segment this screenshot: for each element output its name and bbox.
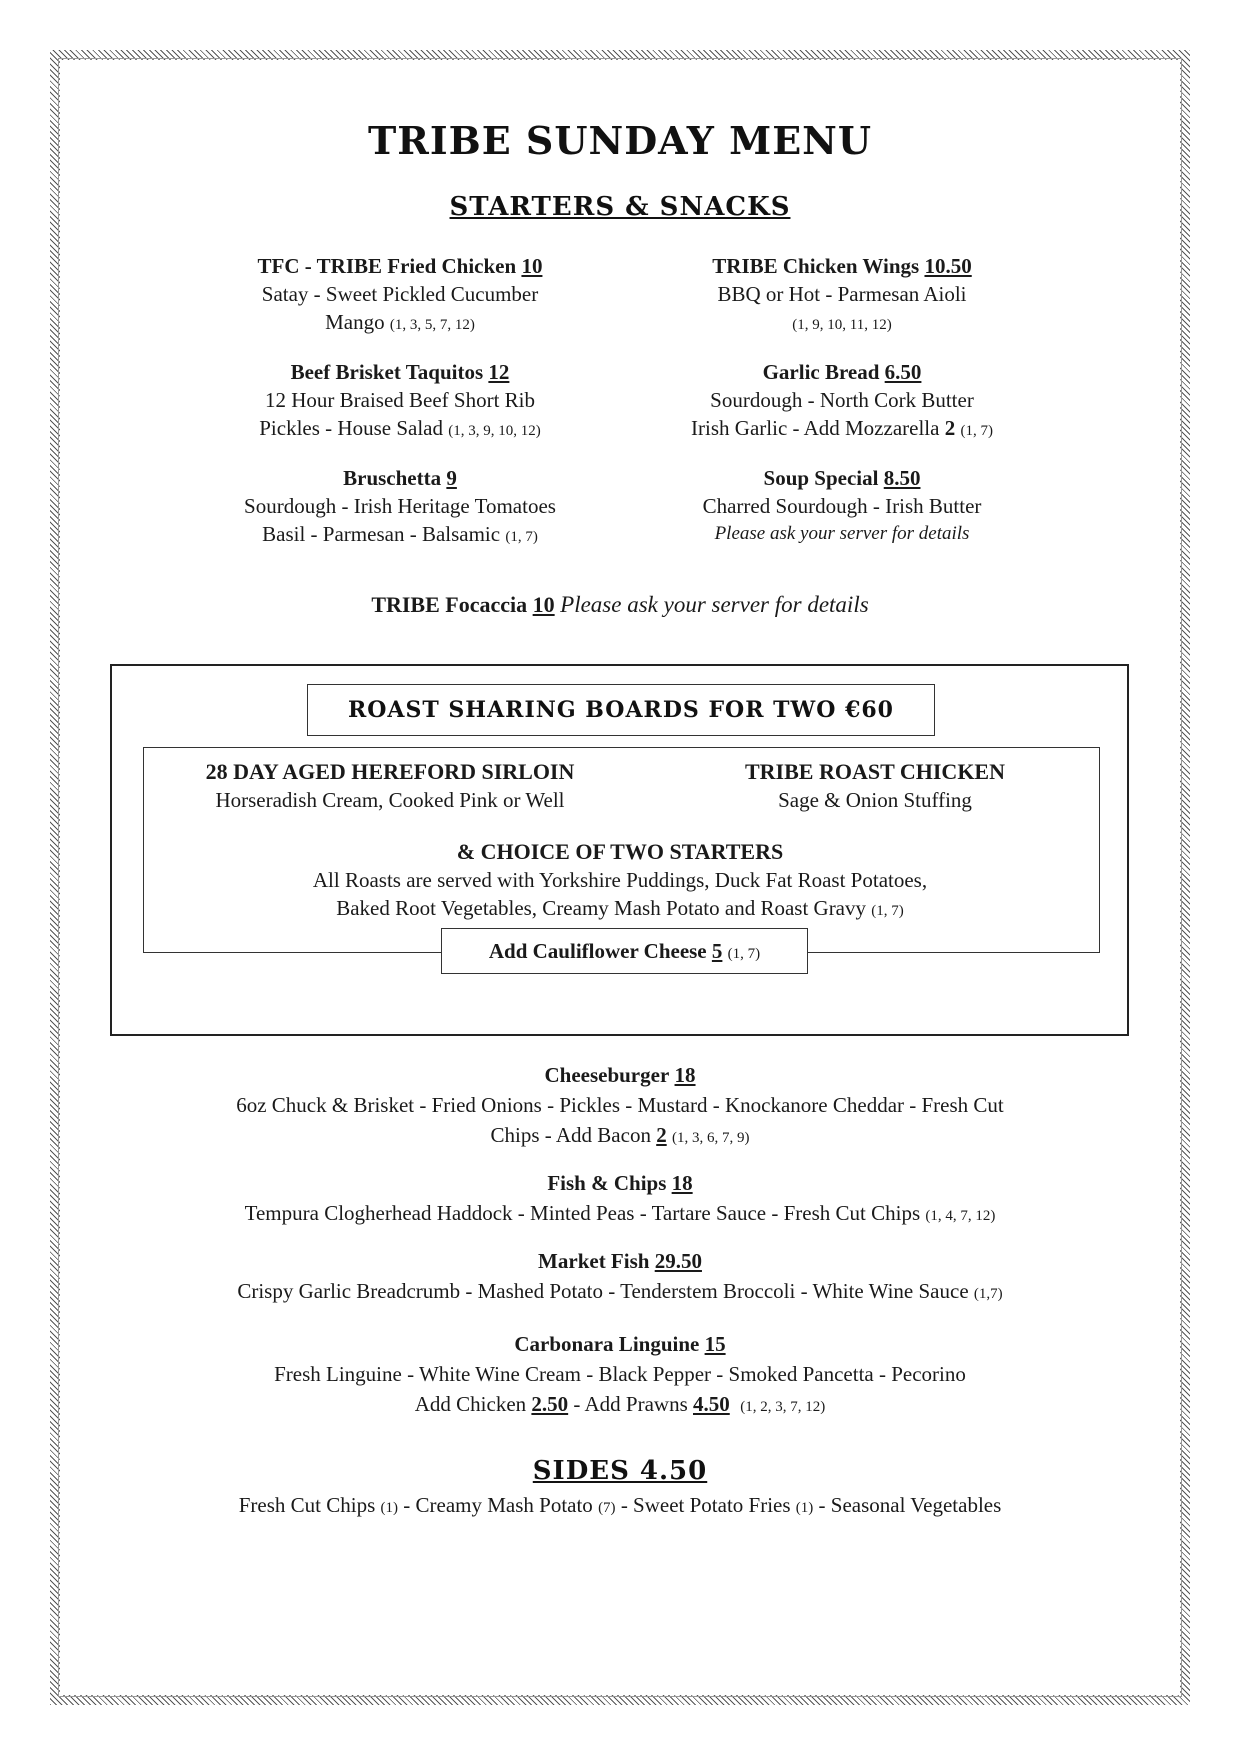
item-price: 10	[532, 592, 555, 617]
item-desc: 6oz Chuck & Brisket - Fried Onions - Pickles - Mustard - Knockanore Cheddar - Fresh Cut	[236, 1093, 1004, 1117]
item-name: TFC - TRIBE Fried Chicken	[257, 254, 517, 278]
item-desc: Charred Sourdough - Irish Butter	[702, 494, 982, 518]
item-name: Bruschetta	[343, 466, 442, 490]
item-note: Please ask your server for details	[560, 592, 869, 617]
item-price: 9	[446, 466, 457, 490]
item-price: 18	[671, 1171, 693, 1195]
board-option-chicken	[645, 758, 1105, 814]
item-desc: Fresh Linguine - White Wine Cream - Black Pepper - Smoked Pancetta - Pecorino	[274, 1362, 966, 1386]
side-item: Fresh Cut Chips	[238, 1493, 376, 1517]
item-desc: Add Chicken	[414, 1392, 527, 1416]
side-item: - Sweet Potato Fries	[620, 1493, 791, 1517]
menu-item-taquitos	[170, 358, 630, 445]
item-desc: Mango	[325, 310, 385, 334]
item-price: 18	[674, 1063, 696, 1087]
item-name: Beef Brisket Taquitos	[290, 360, 484, 384]
item-desc: Basil - Parmesan - Balsamic	[262, 522, 501, 546]
option-name: TRIBE ROAST CHICKEN	[745, 759, 1005, 784]
item-price: 29.50	[654, 1249, 702, 1273]
allergens: (1, 3, 9, 10, 12)	[448, 423, 541, 439]
item-name: Soup Special	[763, 466, 879, 490]
item-name: TRIBE Focaccia	[371, 592, 528, 617]
item-desc: Chips - Add Bacon	[490, 1123, 651, 1147]
item-desc: Tempura Clogherhead Haddock - Minted Peas - Tartare Sauce - Fresh Cut Chips	[244, 1201, 921, 1225]
item-price: 12	[488, 360, 510, 384]
option-name: 28 DAY AGED HEREFORD SIRLOIN	[205, 759, 575, 784]
board-option-sirloin	[160, 758, 620, 814]
allergens: (1, 7)	[727, 946, 761, 962]
allergens: (1,7)	[973, 1286, 1003, 1302]
board-served-line: Baked Root Vegetables, Creamy Mash Potato and Roast Gravy	[336, 896, 867, 920]
item-price: 15	[704, 1332, 726, 1356]
allergens: (1, 3, 5, 7, 12)	[389, 317, 475, 333]
allergens: (1)	[795, 1500, 814, 1516]
allergens: (1, 9, 10, 11, 12)	[792, 317, 892, 333]
allergens: (1)	[380, 1500, 398, 1516]
menu-item-bruschetta	[170, 464, 630, 551]
board-choice: & CHOICE OF TWO STARTERS	[456, 839, 784, 864]
item-name: Garlic Bread	[762, 360, 880, 384]
option-desc: Sage & Onion Stuffing	[778, 788, 972, 812]
menu-item-market-fish	[150, 1246, 1090, 1309]
board-details	[150, 838, 1090, 925]
item-desc: Satay - Sweet Pickled Cucumber	[261, 282, 539, 306]
board-served-line: All Roasts are served with Yorkshire Puddings, Duck Fat Roast Potatoes,	[312, 868, 928, 892]
menu-item-garlic-bread	[612, 358, 1072, 445]
item-price: 8.50	[883, 466, 921, 490]
option-desc: Horseradish Cream, Cooked Pink or Well	[215, 788, 565, 812]
menu-item-focaccia	[0, 592, 1240, 618]
side-item: - Creamy Mash Potato	[403, 1493, 593, 1517]
starters-heading: STARTERS & SNACKS	[449, 192, 791, 222]
item-desc: - Add Prawns	[573, 1392, 688, 1416]
side-item: - Seasonal Vegetables	[818, 1493, 1002, 1517]
menu-item-tfc	[170, 252, 630, 339]
item-name: Carbonara Linguine	[514, 1332, 700, 1356]
allergens: (1, 3, 6, 7, 9)	[671, 1130, 750, 1146]
allergens: (1, 7)	[871, 903, 904, 919]
allergens: (1, 4, 7, 12)	[925, 1208, 996, 1224]
item-desc: Sourdough - North Cork Butter	[710, 388, 974, 412]
item-price: 6.50	[884, 360, 922, 384]
menu-item-wings	[612, 252, 1072, 339]
item-name: Cheeseburger	[544, 1063, 670, 1087]
item-desc: Crispy Garlic Breadcrumb - Mashed Potato - Tenderstem Broccoli - White Wine Sauce	[237, 1279, 969, 1303]
item-name: Market Fish	[538, 1249, 650, 1273]
item-desc: Pickles - House Salad	[259, 416, 443, 440]
item-desc: Sourdough - Irish Heritage Tomatoes	[244, 494, 556, 518]
addon-price: 5	[711, 939, 723, 963]
item-name: TRIBE Chicken Wings	[712, 254, 920, 278]
addon-name: Add Cauliflower Cheese	[488, 939, 707, 963]
allergens: (1, 2, 3, 7, 12)	[740, 1399, 826, 1415]
roast-boards-title: ROAST SHARING BOARDS FOR TWO €60	[307, 684, 935, 736]
allergens: (1, 7)	[960, 423, 993, 439]
sides-heading: SIDES 4.50	[532, 1456, 708, 1486]
extra-price: 4.50	[693, 1392, 730, 1416]
menu-item-carbonara	[150, 1329, 1090, 1422]
addon-cauliflower-cheese	[441, 928, 808, 974]
page-title: TRIBE SUNDAY MENU	[367, 118, 873, 163]
extra-price: 2	[944, 416, 956, 440]
extra-price: 2	[656, 1123, 667, 1147]
allergens: (1, 7)	[505, 529, 538, 545]
allergens: (7)	[598, 1500, 616, 1516]
item-price: 10	[521, 254, 543, 278]
menu-item-fish-chips	[150, 1168, 1090, 1231]
item-desc: BBQ or Hot - Parmesan Aioli	[717, 282, 967, 306]
item-name: Fish & Chips	[547, 1171, 667, 1195]
sides-list	[100, 1490, 1140, 1523]
item-note: Please ask your server for details	[714, 523, 970, 544]
item-price: 10.50	[924, 254, 972, 278]
menu-item-cheeseburger	[150, 1060, 1090, 1153]
extra-price: 2.50	[531, 1392, 569, 1416]
item-desc: Irish Garlic - Add Mozzarella	[691, 416, 940, 440]
menu-item-soup	[612, 464, 1072, 548]
item-desc: 12 Hour Braised Beef Short Rib	[264, 388, 536, 412]
